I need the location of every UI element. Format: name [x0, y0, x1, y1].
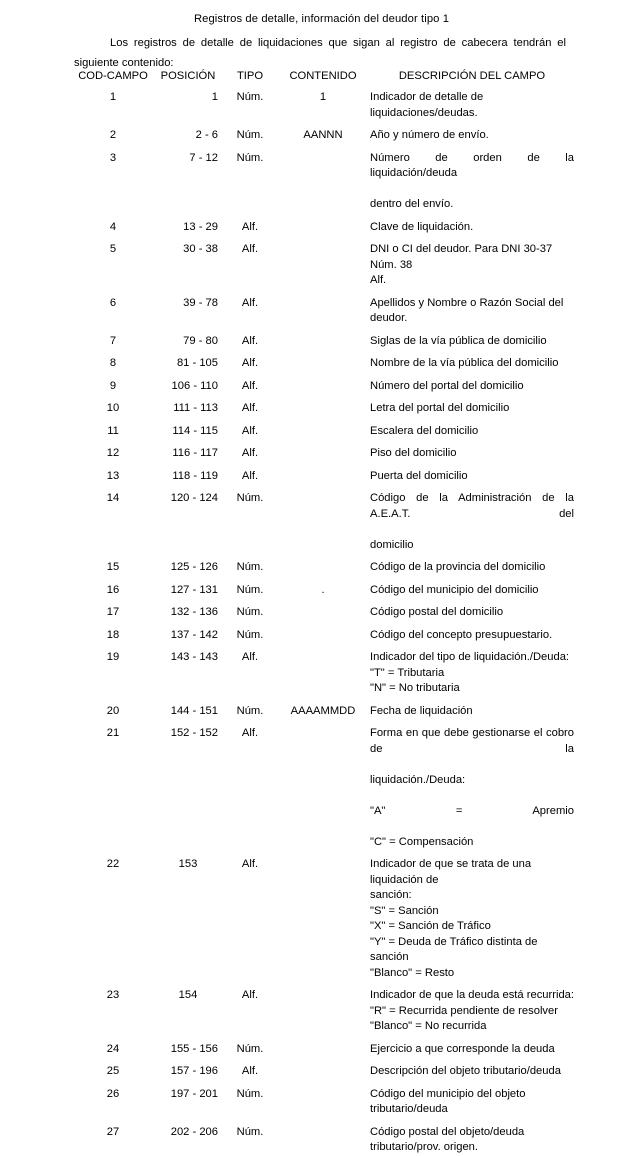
cell-cod-campo: 23: [106, 989, 120, 1001]
descripcion-line: Clave de liquidación.: [370, 220, 474, 233]
table-row: [74, 144, 574, 213]
descripcion-line: Descripción del objeto tributario/deuda: [370, 1065, 561, 1077]
cell-posicion: 111 - 113: [173, 402, 218, 414]
cell-cod-campo: 8: [109, 357, 117, 369]
cell-contenido: [276, 235, 370, 289]
descripcion-line: "R" = Recurrida pendiente de resolver: [370, 1004, 558, 1017]
cell-descripcion: [370, 1080, 574, 1118]
table-row: [74, 1080, 574, 1118]
descripcion-line: Indicador de que la deuda está recurrida:: [370, 989, 574, 1001]
table-body: [74, 90, 574, 1156]
cell-contenido: AANNN: [303, 129, 343, 141]
cell-posicion: 116 - 117: [172, 447, 218, 459]
table-row: [74, 235, 574, 289]
cell-tipo: Alf.: [241, 243, 259, 255]
cell-posicion: 153: [178, 858, 198, 870]
cell-tipo: Alf.: [241, 858, 259, 870]
cell-cod-campo: 25: [106, 1065, 120, 1077]
column-header-tipo: TIPO: [236, 70, 264, 82]
cell-descripcion: [370, 394, 574, 417]
cell-contenido: [276, 1057, 370, 1080]
descripcion-line: Alf.: [370, 274, 387, 286]
descripcion-line: Nombre de la vía pública del domicilio: [370, 357, 559, 369]
cell-descripcion: [370, 462, 574, 485]
cell-cod-campo: 6: [109, 296, 117, 309]
table-row: [74, 417, 574, 440]
cell-cod-campo: 21: [106, 727, 120, 739]
table-row: [74, 1057, 574, 1080]
table-row: [74, 327, 574, 350]
cell-cod-campo: 24: [106, 1042, 120, 1055]
cell-tipo: Núm.: [236, 129, 264, 141]
cell-posicion: 137 - 142: [170, 628, 218, 641]
cell-cod-campo: 11: [107, 424, 119, 437]
cell-descripcion: [370, 439, 574, 462]
cell-posicion: 197 - 201: [170, 1087, 218, 1100]
cell-cod-campo: 19: [106, 651, 120, 663]
cell-descripcion: [370, 1118, 574, 1156]
descripcion-line: Indicador del tipo de liquidación./Deuda:: [370, 651, 570, 663]
cell-descripcion: [370, 598, 574, 621]
cell-descripcion: [370, 576, 574, 599]
cell-cod-campo: 26: [106, 1087, 120, 1100]
descripcion-line: Siglas de la vía pública de domicilio: [370, 334, 547, 347]
descripcion-line: "N" = No tributaria: [370, 682, 460, 694]
cell-cod-campo: 3: [109, 151, 117, 164]
descripcion-line: Letra del portal del domicilio: [370, 402, 510, 414]
cell-contenido: 1: [319, 91, 327, 103]
cell-contenido: [276, 213, 370, 236]
table-row: [74, 576, 574, 599]
table-row: [74, 1118, 574, 1156]
table-row: [74, 121, 574, 144]
table-row: [74, 1035, 574, 1058]
descripcion-line: Forma en que debe gestionarse el cobro de la: [370, 727, 574, 755]
descripcion-line: "Blanco" = Resto: [370, 966, 455, 979]
intro-text: Los registros de detalle de liquidaciones que sigan al registro de cabecera tendrán el siguiente contenido:: [74, 37, 566, 69]
table-row: [74, 484, 574, 553]
cell-tipo: Núm.: [236, 91, 264, 103]
cell-cod-campo: 18: [106, 628, 120, 641]
cell-tipo: Núm.: [236, 628, 264, 641]
descripcion-line: "T" = Tributaria: [370, 666, 445, 679]
descripcion-line: Puerta del domicilio: [370, 469, 468, 482]
descripcion-line: "A" = Apremio: [370, 804, 574, 817]
cell-posicion: 1: [211, 91, 218, 103]
cell-cod-campo: 17: [106, 606, 120, 618]
cell-cod-campo: 12: [106, 447, 120, 459]
cell-posicion: 202 - 206: [170, 1125, 218, 1138]
cell-descripcion: [370, 327, 574, 350]
cell-contenido: [276, 553, 370, 576]
cell-tipo: Núm.: [236, 1087, 264, 1100]
cell-posicion: 13 - 29: [183, 220, 218, 233]
descripcion-line: Año y número de envío.: [370, 129, 489, 141]
cell-posicion: 155 - 156: [170, 1042, 218, 1055]
cell-contenido: [276, 289, 370, 327]
cell-posicion: 106 - 110: [171, 379, 218, 392]
cell-contenido: [276, 144, 370, 213]
cell-descripcion: [370, 289, 574, 327]
cell-descripcion: [370, 643, 574, 697]
descripcion-line: Número de orden de la liquidación/deuda: [370, 151, 574, 179]
cell-tipo: Núm.: [236, 151, 264, 164]
cell-posicion: 79 - 80: [183, 334, 218, 347]
cell-cod-campo: 27: [106, 1125, 120, 1138]
table-row: [74, 621, 574, 644]
cell-tipo: Núm.: [236, 492, 264, 504]
cell-contenido: [276, 598, 370, 621]
cell-descripcion: [370, 1057, 574, 1080]
cell-contenido: [276, 349, 370, 372]
cell-contenido: [276, 981, 370, 1035]
cell-posicion: 154: [178, 989, 198, 1001]
cell-contenido: .: [321, 583, 325, 596]
cell-tipo: Núm.: [236, 561, 264, 573]
table-row: [74, 289, 574, 327]
cell-descripcion: [370, 621, 574, 644]
cell-descripcion: [370, 213, 574, 236]
table-header: [74, 70, 574, 90]
descripcion-line: Piso del domicilio: [370, 447, 457, 459]
table-row: [74, 213, 574, 236]
descripcion-line: domicilio: [370, 538, 414, 551]
cell-tipo: Núm.: [236, 606, 264, 618]
cell-posicion: 7 - 12: [189, 151, 218, 164]
cell-contenido: [276, 1035, 370, 1058]
cell-tipo: Alf.: [241, 469, 259, 482]
cell-posicion: 157 - 196: [170, 1065, 218, 1077]
cell-contenido: [276, 719, 370, 850]
cell-cod-campo: 4: [109, 220, 117, 233]
cell-posicion: 125 - 126: [170, 561, 218, 573]
cell-tipo: Alf.: [241, 447, 259, 459]
cell-tipo: Núm.: [236, 583, 264, 596]
cell-posicion: 81 - 105: [176, 357, 218, 369]
cell-tipo: Alf.: [241, 727, 259, 739]
cell-descripcion: [370, 981, 574, 1035]
cell-contenido: [276, 417, 370, 440]
cell-tipo: Núm.: [236, 1042, 264, 1055]
descripcion-line: "Blanco" = No recurrida: [370, 1020, 487, 1032]
cell-cod-campo: 7: [109, 334, 117, 347]
descripcion-line: Código de la provincia del domicilio: [370, 561, 546, 573]
cell-cod-campo: 15: [106, 561, 120, 573]
table-row: [74, 372, 574, 395]
cell-descripcion: [370, 553, 574, 576]
cell-tipo: Alf.: [241, 379, 259, 392]
descripcion-line: sanción:: [370, 889, 412, 901]
descripcion-line: Código de la Administración de la A.E.A.T. del: [370, 492, 574, 520]
cell-cod-campo: 22: [106, 858, 120, 870]
cell-descripcion: [370, 417, 574, 440]
cell-descripcion: [370, 850, 574, 981]
cell-cod-campo: 1: [109, 91, 117, 103]
table-header-row: [74, 70, 574, 90]
cell-tipo: Alf.: [241, 296, 259, 309]
cell-descripcion: [370, 144, 574, 213]
cell-descripcion: [370, 1035, 574, 1058]
table-row: [74, 598, 574, 621]
cell-descripcion: [370, 719, 574, 850]
descripcion-line: Código postal del domicilio: [370, 606, 504, 618]
cell-contenido: [276, 850, 370, 981]
cell-contenido: [276, 484, 370, 553]
cell-contenido: [276, 621, 370, 644]
field-layout-table: [74, 70, 574, 1156]
cell-posicion: 39 - 78: [183, 296, 218, 309]
cell-posicion: 30 - 38: [183, 243, 218, 255]
cell-tipo: Alf.: [241, 334, 259, 347]
cell-descripcion: [370, 372, 574, 395]
column-header-posicion: POSICIÓN: [160, 70, 216, 82]
cell-cod-campo: 9: [109, 379, 117, 392]
cell-cod-campo: 16: [106, 583, 120, 596]
table-row: [74, 553, 574, 576]
cell-contenido: [276, 372, 370, 395]
table-row: [74, 719, 574, 850]
descripcion-line: Indicador de detalle de liquidaciones/deudas.: [370, 91, 484, 119]
cell-contenido: [276, 439, 370, 462]
descripcion-line: Indicador de que se trata de una liquidación de: [370, 858, 532, 886]
column-header-descripcion: DESCRIPCIÓN DEL CAMPO: [398, 70, 546, 82]
cell-descripcion: [370, 90, 574, 121]
cell-tipo: Alf.: [241, 1065, 259, 1077]
cell-posicion: 118 - 119: [172, 469, 218, 482]
cell-posicion: 132 - 136: [170, 606, 218, 618]
cell-cod-campo: 13: [106, 469, 120, 482]
cell-cod-campo: 20: [106, 704, 120, 717]
cell-contenido: [276, 327, 370, 350]
cell-contenido: [276, 1118, 370, 1156]
cell-contenido: AAAAMMDD: [290, 704, 356, 717]
table-row: [74, 981, 574, 1035]
intro-paragraph: [74, 33, 566, 73]
cell-contenido: [276, 643, 370, 697]
cell-posicion: 144 - 151: [170, 704, 218, 717]
table-row: [74, 90, 574, 121]
descripcion-line: Fecha de liquidación: [370, 704, 473, 717]
cell-posicion: 152 - 152: [170, 727, 218, 739]
table-row: [74, 697, 574, 720]
cell-descripcion: [370, 235, 574, 289]
cell-cod-campo: 5: [109, 243, 117, 255]
column-header-cod-campo: COD-CAMPO: [78, 70, 148, 82]
cell-posicion: 2 - 6: [195, 129, 218, 141]
cell-cod-campo: 2: [109, 129, 117, 141]
descripcion-line: Código del concepto presupuestario.: [370, 628, 553, 641]
cell-tipo: Alf.: [241, 424, 259, 437]
cell-posicion: 143 - 143: [170, 651, 218, 663]
table-row: [74, 394, 574, 417]
descripcion-line: dentro del envío.: [370, 198, 454, 210]
cell-posicion: 120 - 124: [170, 492, 218, 504]
cell-tipo: Alf.: [241, 651, 259, 663]
descripcion-line: "S" = Sanción: [370, 904, 439, 917]
descripcion-line: "Y" = Deuda de Tráfico distinta de sanción: [370, 935, 538, 963]
table-row: [74, 349, 574, 372]
cell-tipo: Alf.: [241, 357, 259, 369]
descripcion-line: liquidación./Deuda:: [370, 773, 466, 786]
cell-tipo: Alf.: [241, 989, 259, 1001]
cell-descripcion: [370, 121, 574, 144]
cell-contenido: [276, 462, 370, 485]
descripcion-line: "X" = Sanción de Tráfico: [370, 920, 491, 932]
cell-descripcion: [370, 697, 574, 720]
descripcion-line: Código del municipio del objeto tributario/deuda: [370, 1087, 526, 1115]
table-row: [74, 439, 574, 462]
descripcion-line: Código postal del objeto/deuda tributario/prov. origen.: [370, 1125, 525, 1153]
cell-posicion: 127 - 131: [170, 583, 218, 596]
cell-contenido: [276, 394, 370, 417]
cell-tipo: Alf.: [241, 402, 259, 414]
cell-descripcion: [370, 349, 574, 372]
descripcion-line: Número del portal del domicilio: [370, 379, 524, 392]
page-title: Registros de detalle, información del deudor tipo 1: [193, 13, 450, 25]
table-row: [74, 850, 574, 981]
descripcion-line: Código del municipio del domicilio: [370, 583, 539, 596]
cell-posicion: 114 - 115: [172, 424, 218, 437]
cell-contenido: [276, 1080, 370, 1118]
descripcion-line: DNI o CI del deudor. Para DNI 30-37 Núm. 38: [370, 243, 553, 271]
cell-cod-campo: 10: [106, 402, 120, 414]
cell-cod-campo: 14: [106, 492, 120, 504]
descripcion-line: Ejercicio a que corresponde la deuda: [370, 1042, 555, 1055]
table-row: [74, 462, 574, 485]
cell-tipo: Núm.: [236, 704, 264, 717]
descripcion-line: Apellidos y Nombre o Razón Social del deudor.: [370, 296, 564, 324]
cell-tipo: Núm.: [236, 1125, 264, 1138]
descripcion-line: Escalera del domicilio: [370, 424, 479, 437]
cell-tipo: Alf.: [241, 220, 259, 233]
cell-descripcion: [370, 484, 574, 553]
column-header-contenido: CONTENIDO: [289, 70, 357, 82]
descripcion-line: "C" = Compensación: [370, 835, 474, 848]
table-row: [74, 643, 574, 697]
